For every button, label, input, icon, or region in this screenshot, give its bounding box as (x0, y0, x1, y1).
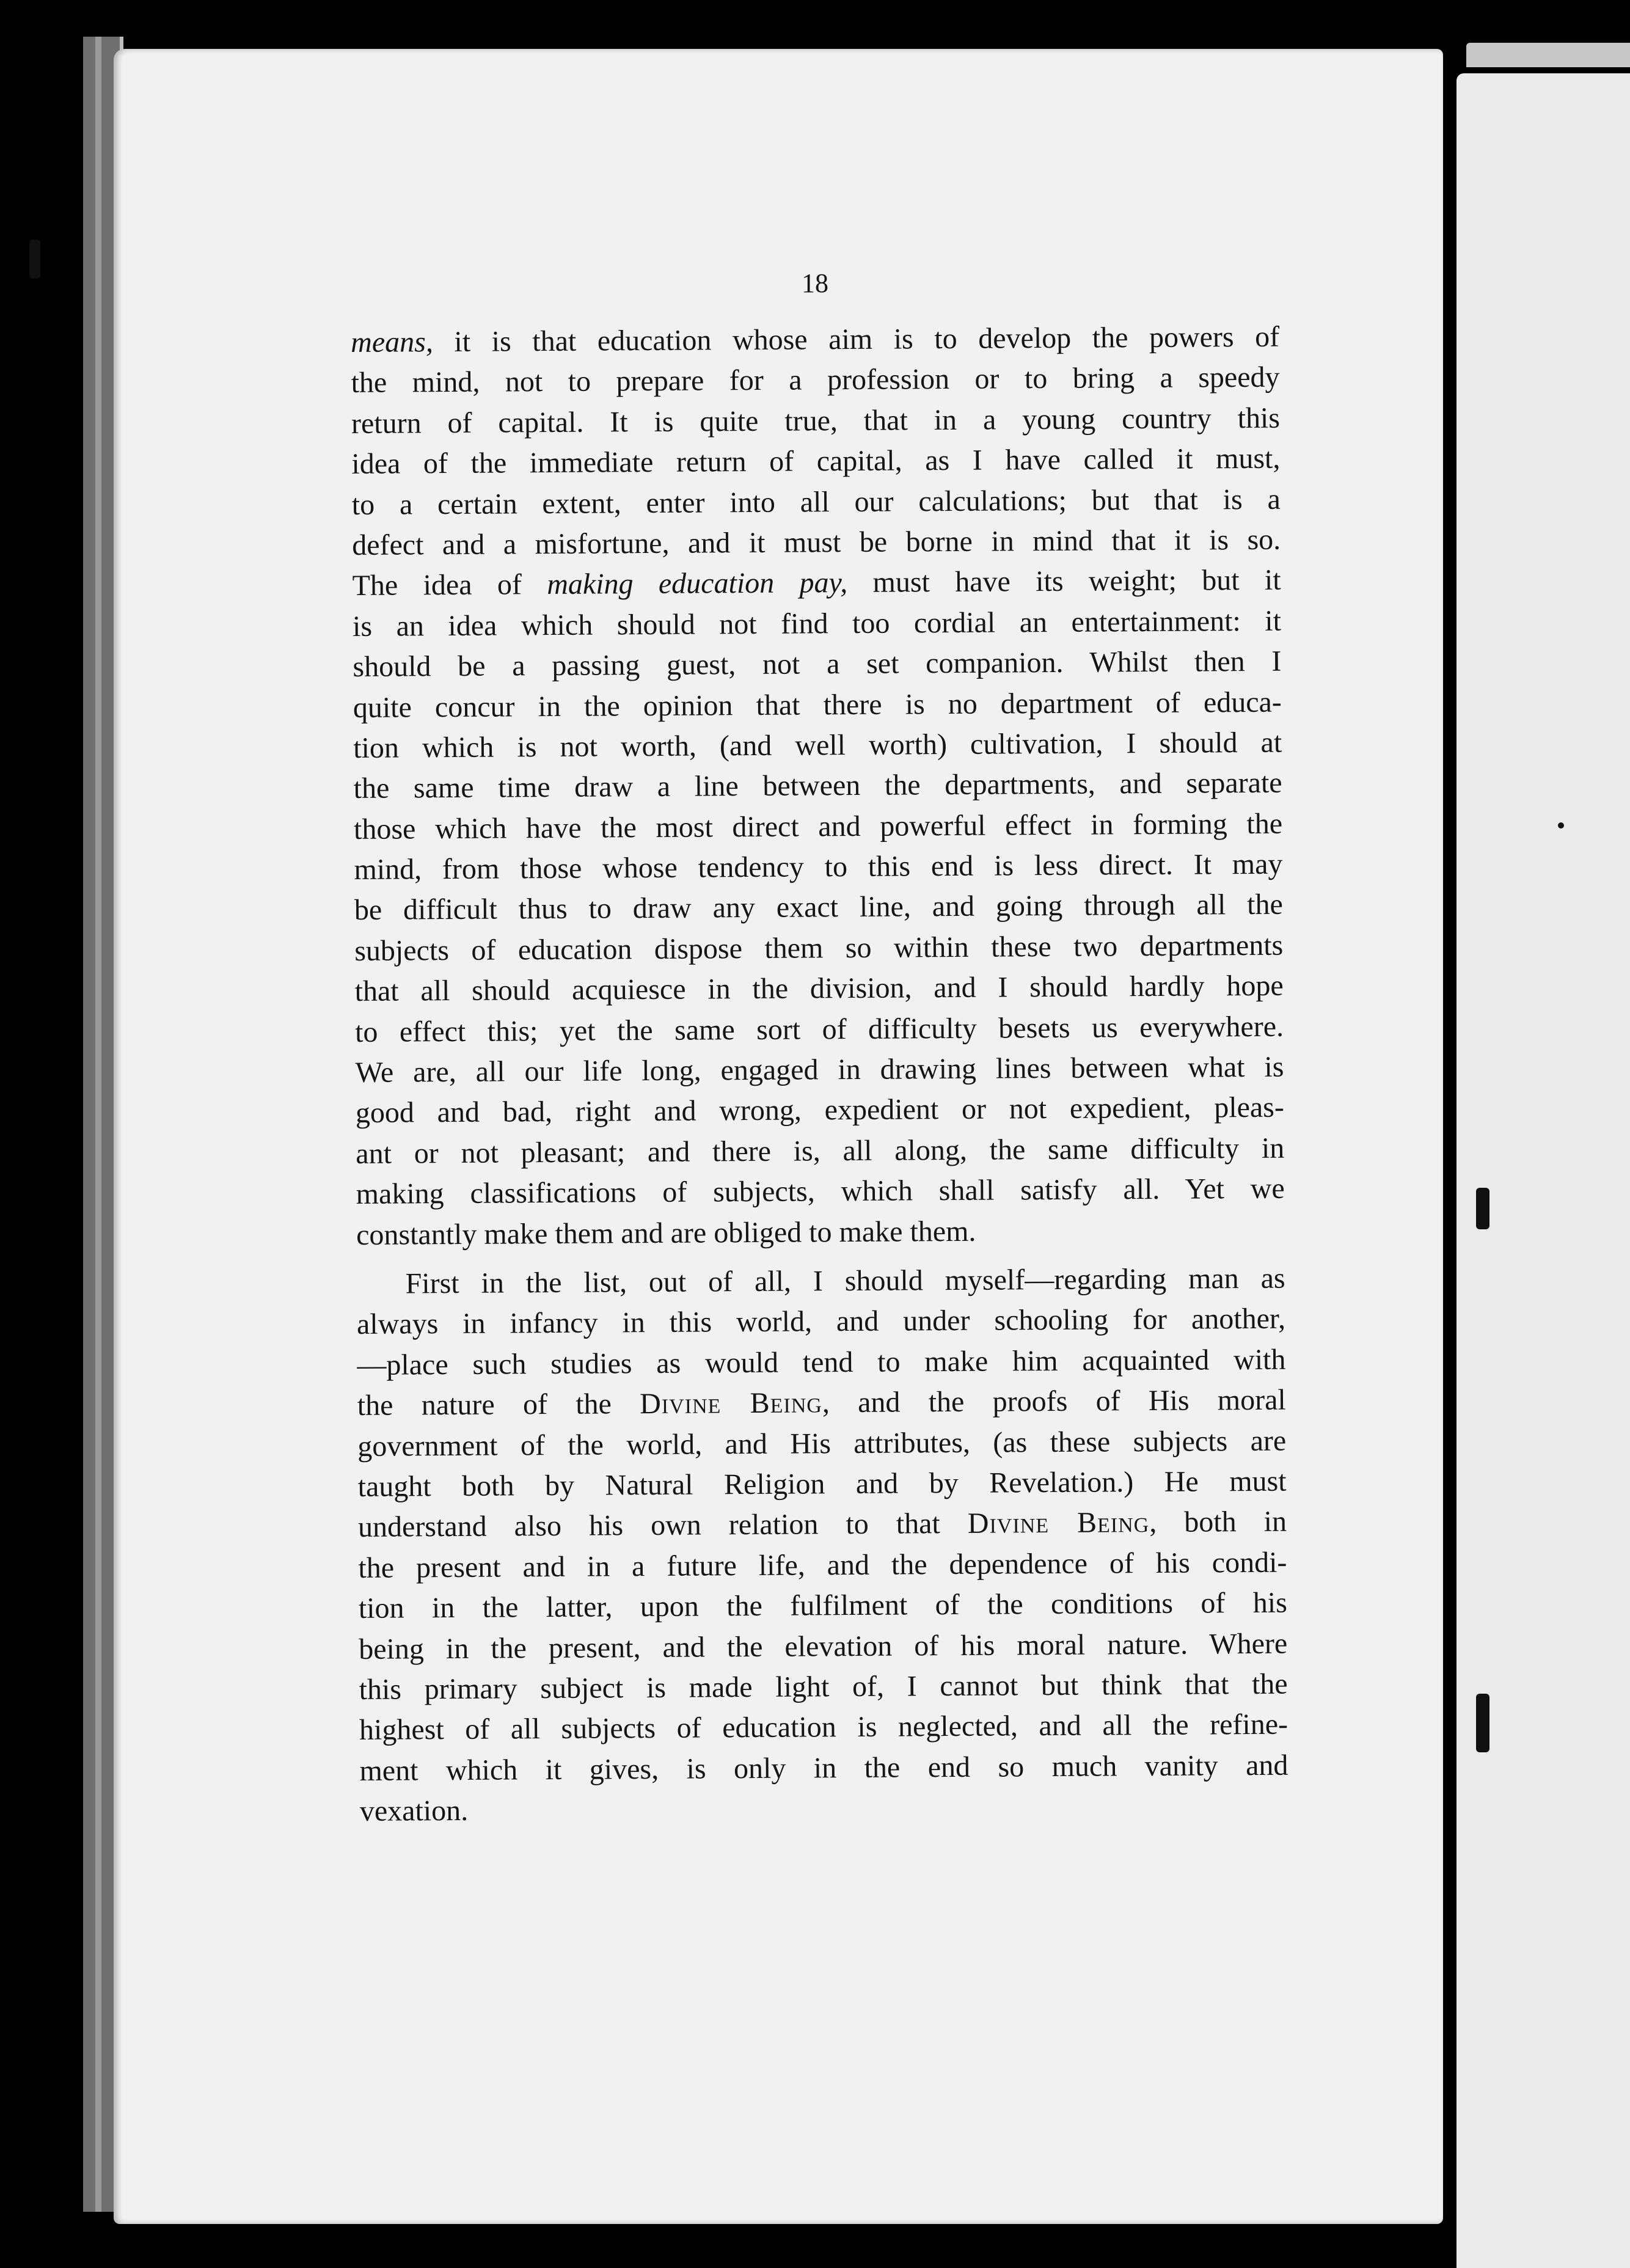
right-edge-mark (1476, 1694, 1489, 1752)
text-line: vexation. (359, 1794, 469, 1828)
text-line: this primary subject is made light of, I cannot but think that the (359, 1667, 1288, 1706)
text-line: government of the world, and His attributes, (as these subjects are (357, 1424, 1287, 1463)
text-line: making classifications of subjects, which shall satisfy all. Yet we (356, 1172, 1285, 1211)
text-line: be difficult thus to draw any exact line, and going through all the (354, 888, 1284, 927)
text-line: subjects of education dispose them so within these two departments (354, 929, 1284, 967)
text-line: taught both by Natural Religion and by Revelation.) He must (357, 1465, 1287, 1503)
text-line: ant or not pleasant; and there is, all along, the same difficulty in (356, 1132, 1285, 1170)
text-line: return of capital. It is quite true, that in a young country this (351, 401, 1281, 440)
text-line: mind, from those whose tendency to this end is less direct. It may (354, 847, 1283, 887)
right-edge-mark (1558, 822, 1564, 829)
text-line: means, it is that education whose aim is to develop the powers of (351, 320, 1280, 359)
text-line: being in the present, and the elevation of his moral nature. Where (359, 1627, 1288, 1666)
text-line: quite concur in the opinion that there is no department of educa- (353, 686, 1282, 724)
text-line: highest of all subjects of education is neglected, and all the refine- (359, 1708, 1288, 1747)
next-page-top-edge (1466, 43, 1630, 67)
text-line: understand also his own relation to that Divine Being, both in (357, 1505, 1287, 1544)
text-line: tion which is not worth, (and well worth) cultivation, I should at (353, 726, 1282, 764)
text-line: First in the list, out of all, I should myself—regarding man as (405, 1262, 1285, 1300)
text-line: We are, all our life long, engaged in drawing lines between what is (355, 1050, 1284, 1089)
text-line: idea of the immediate return of capital, as I have called it must, (351, 442, 1281, 481)
right-edge-mark (1476, 1188, 1489, 1229)
page-number: 18 (802, 268, 828, 298)
text-line: good and bad, right and wrong, expedient or not expedient, pleas- (355, 1091, 1285, 1130)
text-line: those which have the most direct and powerful effect in forming the (353, 807, 1283, 846)
text-line: should be a passing guest, not a set companion. Whilst then I (353, 645, 1282, 684)
text-line: defect and a misfortune, and it must be borne in mind that it is so. (352, 523, 1281, 562)
text-line: is an idea which should not find too cordial an entertainment: it (352, 604, 1282, 643)
text-line: constantly make them and are obliged to make them. (356, 1215, 976, 1251)
text-line: tion in the latter, upon the fulfilment of the conditions of his (358, 1586, 1287, 1625)
text-line: to a certain extent, enter into all our calculations; but that is a (351, 483, 1281, 521)
text-line: the mind, not to prepare for a profession or to bring a speedy (351, 361, 1280, 400)
body-text (351, 317, 1288, 1832)
text-line: ment which it gives, is only in the end so much vanity and (359, 1749, 1288, 1787)
text-line: the same time draw a line between the departments, and separate (353, 766, 1282, 805)
text-line: —place such studies as would tend to make him acquainted with (357, 1343, 1286, 1381)
next-page-edge (1456, 73, 1630, 2268)
text-line: The idea of making education pay, must have its weight; but it (352, 564, 1281, 602)
text-line: the present and in a future life, and the dependence of his condi- (358, 1546, 1287, 1584)
text-line: to effect this; yet the same sort of difficulty besets us everywhere. (354, 1010, 1284, 1048)
text-line: always in infancy in this world, and under schooling for another, (356, 1303, 1286, 1341)
text-line: that all should acquiesce in the division, and I should hardly hope (354, 969, 1284, 1008)
text-line: the nature of the Divine Being, and the proofs of His moral (357, 1383, 1286, 1422)
